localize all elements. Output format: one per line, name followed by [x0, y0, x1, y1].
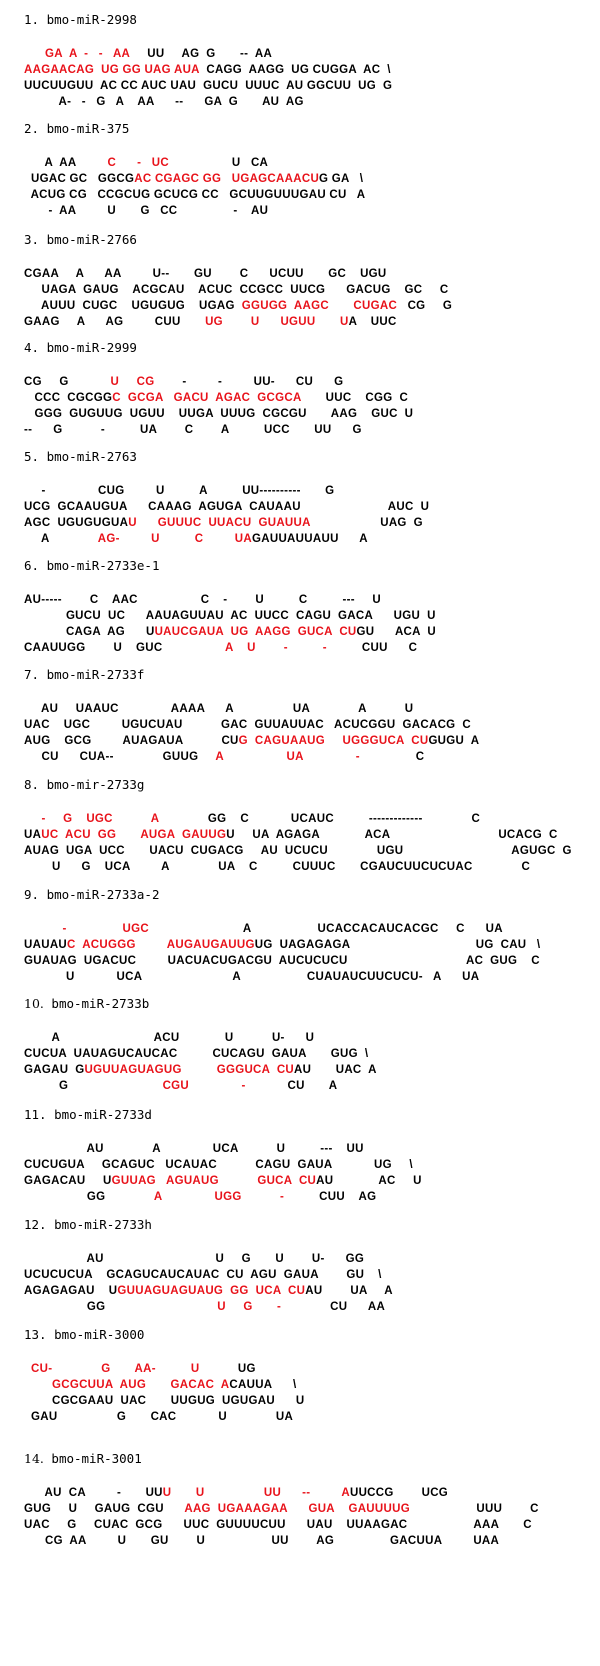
- entry-name: bmo-miR-375: [39, 121, 130, 136]
- sequence-segment: GAU G CAC U UA: [24, 1411, 294, 1423]
- mature-sequence-segment: AAGAACAG UG GG UAG AUA: [24, 64, 200, 76]
- mirna-entry: [24, 121, 594, 219]
- sequence-segment: A ACU U U- U: [24, 1032, 315, 1044]
- structure-line: [24, 1046, 594, 1062]
- sequence-segment: AU AC U: [316, 1175, 422, 1187]
- entry-number: 10.: [24, 996, 44, 1011]
- structure-line: [24, 608, 594, 624]
- structure-line: [24, 1517, 594, 1533]
- entry-title: [24, 777, 594, 793]
- structure-line: [24, 937, 594, 953]
- structure-line: [24, 483, 594, 499]
- mirna-entry: [24, 1107, 594, 1205]
- sequence-segment: -- G - UA C A UCC UU G: [24, 424, 362, 436]
- sequence-segment: CCC CGCGG: [24, 392, 113, 404]
- structure-line: [24, 811, 594, 827]
- mature-sequence-segment: UG U UGUU U: [205, 316, 349, 328]
- structure-line: [24, 1361, 594, 1377]
- structure-line: [24, 515, 594, 531]
- mirna-entry: [24, 12, 594, 110]
- structure-line: [24, 422, 594, 438]
- secondary-structure: [24, 1030, 594, 1094]
- secondary-structure: [24, 155, 594, 219]
- entry-title: [24, 667, 594, 683]
- mature-sequence-segment: A UGG -: [153, 1191, 285, 1203]
- structure-line: [24, 749, 594, 765]
- entry-number: 11.: [24, 1107, 47, 1122]
- entry-name: bmo-mir-2733g: [39, 777, 145, 792]
- sequence-segment: GAAG A AG CUU: [24, 316, 206, 328]
- sequence-segment: UCUCUCUA GCAGUCAUCAUAC CU AGU GAUA GU \: [24, 1269, 382, 1281]
- secondary-structure: [24, 1141, 594, 1205]
- sequence-segment: AU UAAUC AAAA A UA A U: [24, 703, 414, 715]
- structure-line: [24, 187, 594, 203]
- sequence-segment: AU U G U U- GG: [24, 1253, 365, 1265]
- sequence-segment: UAUAU: [24, 939, 68, 951]
- entry-name: bmo-miR-2733f: [39, 667, 145, 682]
- mature-sequence-segment: GGUGG AAGC: [241, 300, 329, 312]
- structure-line: [24, 1078, 594, 1094]
- mirna-entry: [24, 667, 594, 765]
- entry-number: 12.: [24, 1217, 47, 1232]
- entry-title: [24, 340, 594, 356]
- entry-name: bmo-miR-2733h: [46, 1217, 152, 1232]
- sequence-segment: UCG GCAAUGUA CAAAG AGUGA CAUAAU AUC U: [24, 501, 430, 513]
- mirna-entry: [24, 232, 594, 330]
- mature-sequence-segment: CUGAC: [353, 300, 398, 312]
- sequence-segment: U CA: [168, 157, 269, 169]
- sequence-segment: CGCGAAU UAC UUGUG UGUGAU U: [24, 1395, 305, 1407]
- mirna-entry: [24, 340, 594, 438]
- sequence-segment: UUCUUGUU AC CC AUC UAU GUCU UUUC AU GGCUU UG G: [24, 80, 393, 92]
- structure-line: [24, 155, 594, 171]
- mature-sequence-segment: GA A - - AA: [44, 48, 130, 60]
- entry-name: bmo-miR-2998: [39, 12, 137, 27]
- mature-sequence-segment: U CG: [110, 376, 155, 388]
- structure-line: [24, 1501, 594, 1517]
- structure-line: [24, 969, 594, 985]
- structure-line: [24, 374, 594, 390]
- sequence-segment: UU AG G -- AA: [129, 48, 273, 60]
- structure-line: [24, 640, 594, 656]
- sequence-segment: [24, 923, 62, 935]
- secondary-structure: [24, 266, 594, 330]
- sequence-segment: CAAUUGG U GUC: [24, 642, 225, 654]
- sequence-segment: CG G: [24, 376, 111, 388]
- sequence-segment: GAUUAUUAUU A: [252, 533, 368, 545]
- structure-line: [24, 1409, 594, 1425]
- sequence-segment: AGC UGUGUGUA: [24, 517, 129, 529]
- structure-line: [24, 62, 594, 78]
- mature-sequence-segment: G CAGUAAUG UGGGUCA CU: [238, 735, 429, 747]
- structure-line: [24, 390, 594, 406]
- secondary-structure: [24, 811, 594, 875]
- sequence-segment: A UUC: [348, 316, 397, 328]
- entry-name: bmo-miR-3001: [43, 1451, 142, 1466]
- secondary-structure: [24, 46, 594, 110]
- structure-line: [24, 859, 594, 875]
- sequence-segment: - CUG U A UU---------- G: [24, 485, 335, 497]
- entry-title: [24, 1217, 594, 1233]
- entry-title: [24, 121, 594, 137]
- structure-line: [24, 282, 594, 298]
- structure-line: [24, 266, 594, 282]
- sequence-segment: CU A: [245, 1080, 338, 1092]
- entry-name: bmo-miR-2733a-2: [39, 887, 160, 902]
- entry-number: 13.: [24, 1327, 47, 1342]
- sequence-segment: CUU C: [326, 642, 418, 654]
- sequence-segment: CUCUA UAUAGUCAUCAC CUCAGU GAUA GUG \: [24, 1048, 369, 1060]
- mirna-entry: [24, 558, 594, 656]
- entry-number: 4.: [24, 340, 40, 355]
- entry-number: 2.: [24, 121, 40, 136]
- sequence-segment: UA: [24, 829, 42, 841]
- mirna-entry: [24, 777, 594, 875]
- sequence-segment: [24, 1379, 52, 1391]
- mature-sequence-segment: C - UC: [107, 157, 169, 169]
- entry-title: [24, 1327, 594, 1343]
- sequence-segment: GUAUAG UGACUC UACUACUGACGU AUCUCUCU AC GUG C: [24, 955, 540, 967]
- structure-line: [24, 531, 594, 547]
- sequence-segment: CGAA A AA U-- GU C UCUU GC UGU: [24, 268, 387, 280]
- sequence-segment: [310, 1487, 341, 1499]
- entry-number: 6.: [24, 558, 40, 573]
- sequence-segment: AUUU CUGC UGUGUG UGAG: [24, 300, 242, 312]
- entry-number: 8.: [24, 777, 40, 792]
- structure-line: [24, 701, 594, 717]
- sequence-segment: A: [24, 533, 98, 545]
- entry-number: 7.: [24, 667, 40, 682]
- mature-sequence-segment: U U UU --: [162, 1487, 311, 1499]
- structure-line: [24, 406, 594, 422]
- mirna-entry: [24, 1327, 594, 1425]
- structure-line: [24, 953, 594, 969]
- entry-number: 1.: [24, 12, 40, 27]
- structure-line: [24, 1283, 594, 1299]
- sequence-segment: UGAC GC GGCG: [24, 173, 135, 185]
- structure-line: [24, 1189, 594, 1205]
- structure-line: [24, 78, 594, 94]
- sequence-segment: A- - G A AA -- GA G AU AG: [24, 96, 304, 108]
- sequence-segment: GG: [24, 1191, 154, 1203]
- structure-line: [24, 1377, 594, 1393]
- sequence-segment: [24, 813, 41, 825]
- sequence-segment: CG AA U GU U UU AG GACUUA UAA: [24, 1535, 500, 1547]
- structure-line: [24, 624, 594, 640]
- entry-name: bmo-miR-2733b: [43, 996, 150, 1011]
- entry-name: bmo-miR-2766: [39, 232, 137, 247]
- structure-line: [24, 733, 594, 749]
- sequence-segment: AU CA - UU: [24, 1487, 163, 1499]
- sequence-segment: UUCCG UCG: [349, 1487, 449, 1499]
- mature-sequence-segment: A UA -: [215, 751, 360, 763]
- mature-sequence-segment: A U - -: [225, 642, 327, 654]
- secondary-structure: [24, 592, 594, 656]
- sequence-segment: A AA: [24, 157, 108, 169]
- sequence-segment: GU ACA U: [356, 626, 436, 638]
- secondary-structure: [24, 1361, 594, 1425]
- mature-sequence-segment: C ACUGGG AUGAUGAUUG: [67, 939, 255, 951]
- structure-line: [24, 717, 594, 733]
- entry-number: 14.: [24, 1451, 44, 1466]
- sequence-segment: [329, 300, 353, 312]
- secondary-structure: [24, 1251, 594, 1315]
- sequence-segment: U G UCA A UA C CUUUC CGAUCUUCUCUAC C: [24, 861, 531, 873]
- mature-sequence-segment: UGUUAGUAGUG GGGUCA CU: [84, 1064, 295, 1076]
- mirna-entry: [24, 1217, 594, 1315]
- secondary-structure: [24, 374, 594, 438]
- entry-title: [24, 1451, 594, 1467]
- mature-sequence-segment: AAG UGAAAGAA GUA GAUUUUG: [184, 1503, 410, 1515]
- sequence-segment: UUC CGG C: [301, 392, 409, 404]
- sequence-segment: UG UAGAGAGA UG CAU \: [254, 939, 541, 951]
- sequence-segment: GG: [24, 1301, 218, 1313]
- structure-line: [24, 921, 594, 937]
- sequence-segment: UAG G: [310, 517, 423, 529]
- entry-title: [24, 996, 594, 1012]
- structure-line: [24, 1485, 594, 1501]
- entry-name: bmo-miR-2733e-1: [39, 558, 160, 573]
- structure-line: [24, 94, 594, 110]
- sequence-segment: AGAGAGAU U: [24, 1285, 118, 1297]
- sequence-segment: CUU AG: [284, 1191, 377, 1203]
- structure-line: [24, 843, 594, 859]
- mature-sequence-segment: C GCGA GACU AGAC GCGCA: [112, 392, 302, 404]
- mirna-entry: [24, 887, 594, 985]
- sequence-segment: AU----- C AAC C - U C --- U: [24, 594, 381, 606]
- sequence-segment: G: [24, 1080, 163, 1092]
- structure-line: [24, 499, 594, 515]
- structure-line: [24, 1299, 594, 1315]
- mature-sequence-segment: CGU -: [162, 1080, 246, 1092]
- sequence-segment: GAGAU G: [24, 1064, 85, 1076]
- sequence-segment: [24, 48, 45, 60]
- sequence-segment: [24, 1363, 31, 1375]
- structure-line: [24, 46, 594, 62]
- sequence-segment: AU UA A: [305, 1285, 393, 1297]
- sequence-segment: ACUG CG CCGCUG GCUCG CC GCUUGUUUGAU CU A: [24, 189, 366, 201]
- sequence-segment: GG C UCAUC ------------- C: [158, 813, 481, 825]
- sequence-segment: CUCUGUA GCAGUC UCAUAC CAGU GAUA UG \: [24, 1159, 413, 1171]
- sequence-segment: AU A UCA U --- UU: [24, 1143, 364, 1155]
- sequence-segment: UAC G CUAC GCG UUC GUUUUCUU UAU UUAAGAC AAA C: [24, 1519, 532, 1531]
- entry-name: bmo-miR-2999: [39, 340, 137, 355]
- mature-sequence-segment: GUUAG AGUAUG GUCA CU: [111, 1175, 317, 1187]
- structure-line: [24, 1267, 594, 1283]
- mature-sequence-segment: - G UGC A: [41, 813, 159, 825]
- entry-title: [24, 232, 594, 248]
- sequence-segment: CG G: [397, 300, 453, 312]
- sequence-segment: AU UAC A: [294, 1064, 377, 1076]
- mirna-entry: [24, 1451, 594, 1549]
- entry-name: bmo-miR-2763: [39, 449, 137, 464]
- structure-line: [24, 203, 594, 219]
- structure-line: [24, 1030, 594, 1046]
- entry-number: 5.: [24, 449, 40, 464]
- sequence-segment: GAGACAU U: [24, 1175, 112, 1187]
- mirna-entry: [24, 996, 594, 1094]
- entry-title: [24, 1107, 594, 1123]
- structure-line: [24, 1157, 594, 1173]
- sequence-segment: AUG GCG AUAGAUA CU: [24, 735, 239, 747]
- sequence-segment: - AA U G CC - AU: [24, 205, 269, 217]
- mirna-entry: [24, 449, 594, 547]
- entry-title: [24, 558, 594, 574]
- entry-name: bmo-miR-2733d: [46, 1107, 152, 1122]
- sequence-segment: AUAG UGA UCC UACU CUGACG AU UCUCU UGU AGUGC G: [24, 845, 572, 857]
- mature-sequence-segment: UAUCGAUA UG AAGG GUCA CU: [154, 626, 357, 638]
- structure-line: [24, 1251, 594, 1267]
- mature-sequence-segment: GUUAGUAGUAUG GG UCA CU: [117, 1285, 306, 1297]
- entry-number: 3.: [24, 232, 40, 247]
- sequence-segment: UAC UGC UGUCUAU GAC GUUAUUAC ACUCGGU GACACG C: [24, 719, 472, 731]
- sequence-segment: - - UU- CU G: [154, 376, 344, 388]
- sequence-segment: CAGA AG U: [24, 626, 155, 638]
- sequence-segment: UG: [199, 1363, 256, 1375]
- sequence-segment: CU AA: [281, 1301, 386, 1313]
- structure-line: [24, 314, 594, 330]
- entry-title: [24, 449, 594, 465]
- sequence-segment: U UA AGAGA ACA UCACG C: [226, 829, 558, 841]
- entry-title: [24, 12, 594, 28]
- sequence-segment: GUCU UC AAUAGUUAU AC UUCC CAGU GACA UGU U: [24, 610, 436, 622]
- sequence-segment: U UCA A CUAUAUCUUCUCU- A UA: [24, 971, 480, 983]
- structure-line: [24, 592, 594, 608]
- mature-sequence-segment: AC CGAGC GG UGAGCAAACU: [134, 173, 320, 185]
- sequence-segment: G GA \: [319, 173, 364, 185]
- entry-number: 9.: [24, 887, 40, 902]
- secondary-structure: [24, 483, 594, 547]
- sequence-segment: A UCACCACAUCACGC C UA: [148, 923, 503, 935]
- sequence-segment: GUG U GAUG CGU: [24, 1503, 185, 1515]
- mature-sequence-segment: AG- U C UA: [97, 533, 252, 545]
- mature-sequence-segment: UC ACU GG AUGA GAUUG: [41, 829, 227, 841]
- mature-sequence-segment: GCGCUUA AUG GACAC A: [51, 1379, 230, 1391]
- structure-line: [24, 1062, 594, 1078]
- mature-sequence-segment: U G -: [217, 1301, 282, 1313]
- sequence-segment: UAGA GAUG ACGCAU ACUC CCGCC UUCG GACUG GC C: [24, 284, 449, 296]
- structure-line: [24, 1533, 594, 1549]
- mature-sequence-segment: A: [341, 1487, 350, 1499]
- mature-sequence-segment: CU- G AA- U: [31, 1363, 200, 1375]
- entry-title: [24, 887, 594, 903]
- secondary-structure: [24, 1485, 594, 1549]
- sequence-segment: UUU C: [409, 1503, 539, 1515]
- secondary-structure: [24, 701, 594, 765]
- mature-sequence-segment: - UGC: [62, 923, 149, 935]
- structure-line: [24, 827, 594, 843]
- secondary-structure: [24, 921, 594, 985]
- sequence-segment: CU CUA-- GUUG: [24, 751, 216, 763]
- entry-name: bmo-miR-3000: [46, 1327, 145, 1342]
- sequence-segment: GGG GUGUUG UGUU UUGA UUUG CGCGU AAG GUC U: [24, 408, 414, 420]
- mature-sequence-segment: U GUUUC UUACU GUAUUA: [128, 517, 311, 529]
- sequence-segment: GUGU A: [428, 735, 480, 747]
- sequence-segment: CAGG AAGG UG CUGGA AC \: [199, 64, 391, 76]
- structure-line: [24, 1173, 594, 1189]
- structure-line: [24, 1141, 594, 1157]
- sequence-segment: CAUUA \: [229, 1379, 297, 1391]
- structure-line: [24, 171, 594, 187]
- sequence-segment: C: [359, 751, 425, 763]
- structure-line: [24, 1393, 594, 1409]
- structure-line: [24, 298, 594, 314]
